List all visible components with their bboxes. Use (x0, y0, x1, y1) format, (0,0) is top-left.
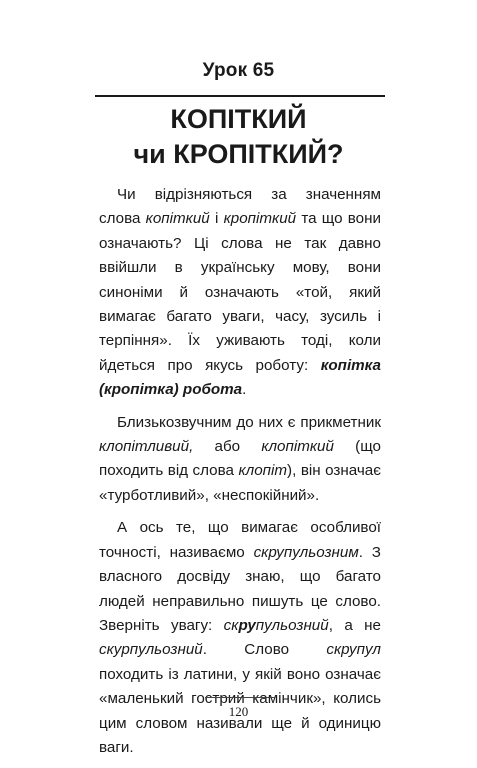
emphasized-term: скрупул (326, 641, 381, 659)
text-run: та що вони означають? Ці слова не так давно ввійшли в українську мову, вони синоніми й означають «той, який вимагає багато уваги, часу, зусиль і терпіння». Їх уживають тоді, коли йдеться про якусь роботу: (99, 210, 381, 374)
emphasized-term: копітка (кропітка) робота (99, 356, 381, 399)
emphasized-term: клопітливий, (99, 438, 194, 456)
lesson-number: Урок 65 (202, 60, 275, 81)
text-run: походить із латини, у якій воно означає «маленький гострий камінчик», колись цим словом називали ще й одиницю ваги. (99, 665, 381, 756)
emphasized-term: скурпульозний (99, 641, 203, 659)
text-run: ), він означає «турботливий», «неспокійний». (99, 462, 381, 504)
paragraph-3 (99, 516, 381, 760)
title-divider (95, 95, 385, 97)
footer-divider (205, 697, 275, 698)
emphasized-term: скрупульозний (223, 616, 329, 634)
page-number: 120 (228, 704, 249, 719)
emphasized-term: скрупульозним (253, 543, 359, 561)
page-title (0, 102, 477, 172)
emphasized-term: копіткий (145, 210, 210, 228)
article-body (99, 183, 381, 768)
text-run: . З власного досвіду знаю, що багато людей неправильно пишуть це слово. Зверніть увагу: (99, 543, 381, 634)
emphasized-term: клопіт (238, 462, 288, 480)
text-run: А ось те, що вимагає особливої точності, називаємо (99, 519, 381, 561)
text-run: або (193, 438, 262, 456)
title-line-2: чи КРОПІТКИЙ? (133, 139, 344, 169)
emphasized-term: клопіткий (261, 438, 334, 456)
title-line-1: КОПІТКИЙ (170, 104, 307, 134)
text-run: , а не (328, 616, 381, 634)
paragraph-1 (99, 183, 381, 403)
text-run: (що походить від слова (99, 438, 381, 480)
emphasized-term: кропіткий (223, 210, 297, 228)
text-run: . (242, 381, 247, 399)
paragraph-2 (99, 411, 381, 509)
text-run: Чи відрізняються за значенням слова (99, 186, 381, 228)
text-run: Близькозвучним до них є прикметник (117, 413, 381, 431)
text-run: і (209, 210, 224, 228)
text-run: . Слово (202, 641, 327, 659)
